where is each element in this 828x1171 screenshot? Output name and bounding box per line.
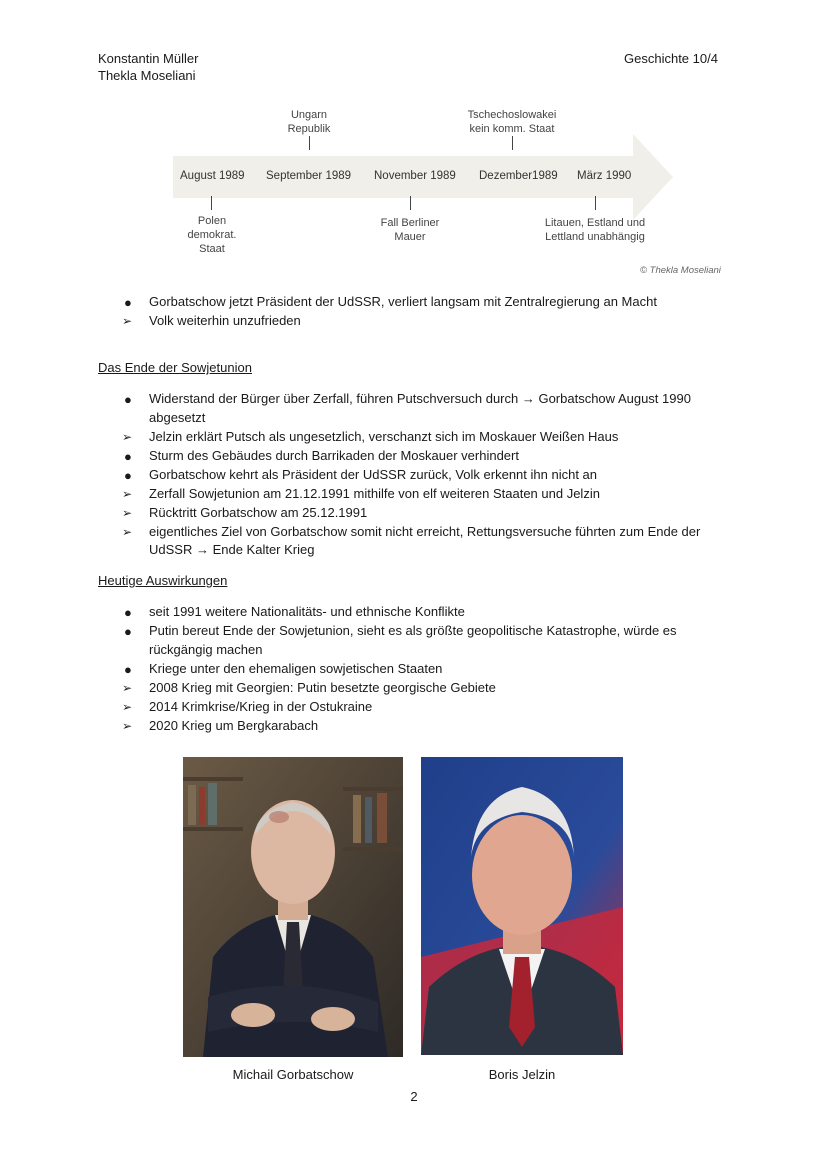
timeline-note-line: Tschechoslowakei: [467, 109, 557, 121]
bullet-icon: ●: [124, 624, 132, 639]
timeline-date: November 1989: [374, 170, 456, 182]
timeline-tick: [512, 136, 513, 150]
timeline-note-line: Mauer: [394, 231, 426, 243]
arrow-bullet-icon: ➢: [122, 699, 133, 714]
timeline-note-line: Lettland unabhängig: [545, 231, 645, 243]
list-item-text: Gorbatschow jetzt Präsident der UdSSR, verliert langsam mit Zentralregierung an Macht: [149, 294, 657, 309]
photo-caption-left: Michail Gorbatschow: [232, 1067, 354, 1082]
list-item-text: Sturm des Gebäudes durch Barrikaden der Moskauer verhindert: [149, 447, 519, 463]
bullet-icon: ●: [124, 605, 132, 620]
arrow-bullet-icon: ➢: [122, 718, 133, 733]
list-item-text: Volk weiterhin unzufrieden: [149, 313, 301, 328]
timeline-event-below: [532, 216, 658, 244]
list-item: [120, 485, 730, 504]
list-item: [120, 466, 730, 485]
timeline-tick: [410, 196, 411, 210]
list-item: [120, 312, 730, 331]
list-item-text: Gorbatschow kehrt als Präsident der UdSSR zurück, Volk erkennt ihn nicht an: [149, 466, 597, 482]
list-item: [120, 390, 730, 427]
bullet-icon: ●: [124, 392, 132, 407]
arrow-bullet-icon: ➢: [122, 486, 133, 501]
bullet-icon: ●: [124, 661, 132, 677]
page-number: 2: [410, 1089, 418, 1104]
arrow-bullet-icon: ➢: [122, 505, 133, 520]
list-item: [120, 428, 730, 447]
timeline-tick: [595, 196, 596, 210]
timeline-note-line: Polen: [197, 215, 227, 227]
timeline-event-above: [457, 108, 567, 136]
timeline-event-below: [172, 214, 252, 256]
bullet-icon: ●: [124, 448, 132, 464]
timeline-note-line: Republik: [287, 123, 331, 135]
list-item-text: eigentliches Ziel von Gorbatschow somit nicht erreicht, Rettungsversuche führten zum Ende der UdSSR → Ende Kalter Krieg: [149, 523, 701, 557]
list-item: [120, 660, 730, 679]
list-item: [120, 504, 730, 523]
timeline-date: März 1990: [577, 170, 632, 182]
list-item-text: 2020 Krieg um Bergkarabach: [149, 717, 319, 733]
list-item-text: Kriege unter den ehemaligen sowjetischen Staaten: [149, 660, 443, 676]
arrow-bullet-icon: ➢: [122, 680, 133, 695]
list-item: [120, 717, 730, 736]
list-item: [120, 679, 730, 698]
timeline-date: August 1989: [180, 170, 245, 182]
timeline-event-below: [362, 216, 458, 244]
photo-caption-right: Boris Jelzin: [488, 1067, 556, 1082]
list-item-text: 2008 Krieg mit Georgien: Putin besetzte georgische Gebiete: [149, 679, 496, 695]
timeline-copyright: © Thekla Moseliani: [640, 265, 721, 276]
gorbachev-photo: [183, 757, 403, 1057]
list-item: [120, 622, 730, 659]
list-item-text: Zerfall Sowjetunion am 21.12.1991 mithilfe von elf weiteren Staaten und Jelzin: [149, 485, 600, 501]
list-item: [120, 523, 730, 560]
arrow-bullet-icon: ➢: [122, 524, 133, 539]
list-item: [120, 447, 730, 466]
section2-list: [120, 603, 730, 736]
bullet-icon: ●: [124, 467, 132, 483]
timeline-tick: [309, 136, 310, 150]
timeline-note-line: Staat: [199, 243, 225, 255]
yeltsin-photo: [421, 757, 623, 1055]
section1-list: [120, 390, 730, 560]
list-item-text: Widerstand der Bürger über Zerfall, führen Putschversuch durch → Gorbatschow August 1990 abgesetzt: [149, 391, 691, 425]
list-item-text: 2014 Krimkrise/Krieg in der Ostukraine: [149, 698, 373, 714]
list-item: [120, 603, 730, 622]
timeline-date: September 1989: [266, 170, 352, 182]
intro-list: [120, 293, 730, 331]
arrow-bullet-icon: ➢: [122, 429, 133, 444]
timeline-tick: [211, 196, 212, 210]
list-item-text: Putin bereut Ende der Sowjetunion, sieht es als größte geopolitische Katastrophe, würde es rückgängig machen: [149, 623, 677, 657]
course-label: Geschichte 10/4: [624, 51, 718, 66]
list-item-text: Jelzin erklärt Putsch als ungesetzlich, verschanzt sich im Moskauer Weißen Haus: [149, 428, 619, 444]
author-name-1: Konstantin Müller: [98, 51, 199, 66]
timeline-date: Dezember1989: [479, 170, 558, 182]
bullet-icon: ●: [124, 295, 132, 310]
timeline-event-above: [270, 108, 348, 136]
section-heading: Das Ende der Sowjetunion: [98, 360, 252, 375]
list-item: [120, 293, 730, 312]
section-heading: Heutige Auswirkungen: [98, 573, 228, 588]
timeline-note-line: Ungarn: [290, 109, 328, 121]
author-name-2: Thekla Moseliani: [98, 68, 196, 83]
timeline-note-line: kein komm. Staat: [469, 123, 555, 135]
list-item-text: seit 1991 weitere Nationalitäts- und ethnische Konflikte: [149, 604, 465, 619]
timeline-note-line: Litauen, Estland und: [544, 217, 646, 229]
arrow-bullet-icon: ➢: [122, 314, 133, 328]
timeline-note-line: demokrat.: [187, 229, 237, 241]
timeline-note-line: Fall Berliner: [380, 217, 440, 229]
list-item: [120, 698, 730, 717]
list-item-text: Rücktritt Gorbatschow am 25.12.1991: [149, 504, 368, 520]
